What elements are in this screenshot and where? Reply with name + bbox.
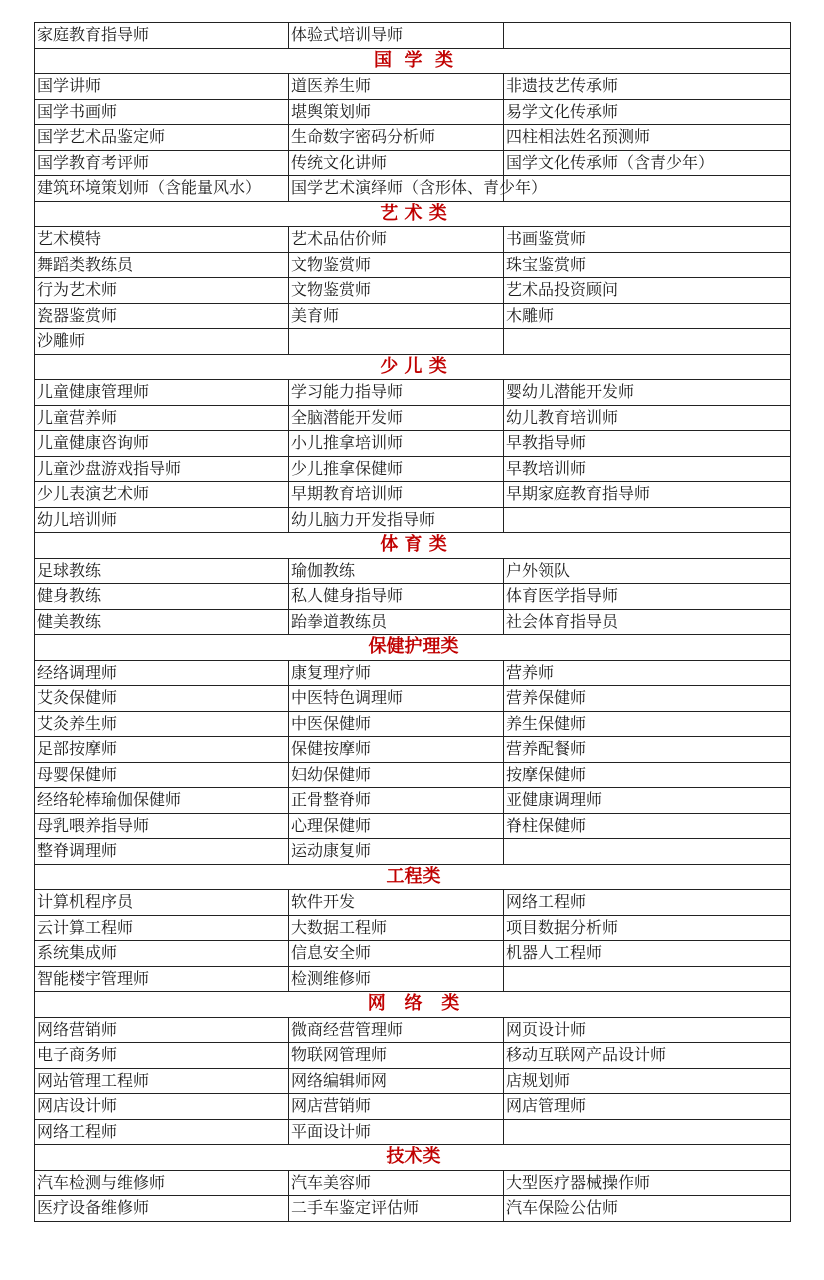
table-cell: 行为艺术师 [35,278,289,304]
table-cell: 信息安全师 [289,941,504,967]
table-cell: 汽车保险公估师 [504,1196,791,1222]
table-row [35,456,791,482]
table-cell: 非遗技艺传承师 [504,74,791,100]
table-cell: 木雕师 [504,303,791,329]
table-cell: 物联网管理师 [289,1043,504,1069]
table-cell: 心理保健师 [289,813,504,839]
table-row [35,380,791,406]
table-cell: 脊柱保健师 [504,813,791,839]
table-cell: 汽车美容师 [289,1170,504,1196]
table-cell: 生命数字密码分析师 [289,125,504,151]
section-title: 体 育 类 [35,533,791,559]
table-cell [504,329,791,355]
table-cell [504,966,791,992]
table-cell: 正骨整脊师 [289,788,504,814]
table-cell [504,23,791,49]
section-title: 保健护理类 [35,635,791,661]
table-row [35,278,791,304]
table-cell: 小儿推拿培训师 [289,431,504,457]
table-cell: 儿童营养师 [35,405,289,431]
section-header-row [35,864,791,890]
table-cell: 建筑环境策划师（含能量风水） [35,176,289,202]
table-row [35,941,791,967]
table-cell [504,1119,791,1145]
table-row [35,890,791,916]
table-cell: 儿童沙盘游戏指导师 [35,456,289,482]
table-cell: 沙雕师 [35,329,289,355]
table-cell: 母乳喂养指导师 [35,813,289,839]
table-cell: 文物鉴赏师 [289,252,504,278]
table-cell: 四柱相法姓名预测师 [504,125,791,151]
table-cell: 网店设计师 [35,1094,289,1120]
table-cell: 店规划师 [504,1068,791,1094]
table-row [35,74,791,100]
table-cell [504,839,791,865]
table-row [35,1119,791,1145]
table-row [35,1094,791,1120]
table-cell: 营养配餐师 [504,737,791,763]
table-cell: 国学教育考评师 [35,150,289,176]
table-row [35,1068,791,1094]
table-cell: 平面设计师 [289,1119,504,1145]
table-cell: 跆拳道教练员 [289,609,504,635]
table-row [35,507,791,533]
table-cell: 智能楼宇管理师 [35,966,289,992]
table-cell: 二手车鉴定评估师 [289,1196,504,1222]
table-cell: 体育医学指导师 [504,584,791,610]
table-row [35,584,791,610]
table-row [35,737,791,763]
table-cell: 早教培训师 [504,456,791,482]
table-row [35,329,791,355]
table-cell: 计算机程序员 [35,890,289,916]
table-row [35,609,791,635]
table-row [35,1017,791,1043]
table-cell: 国学文化传承师（含青少年） [504,150,791,176]
section-header-row [35,635,791,661]
table-row [35,405,791,431]
table-row [35,839,791,865]
table-cell: 儿童健康管理师 [35,380,289,406]
table-cell: 艺术品投资顾问 [504,278,791,304]
table-cell: 网络编辑师网 [289,1068,504,1094]
table-cell: 检测维修师 [289,966,504,992]
section-header-row [35,1145,791,1171]
table-cell: 早教指导师 [504,431,791,457]
table-row [35,23,791,49]
table-row [35,252,791,278]
table-cell: 早期教育培训师 [289,482,504,508]
table-cell: 少儿表演艺术师 [35,482,289,508]
table-cell: 云计算工程师 [35,915,289,941]
table-row [35,431,791,457]
table-cell: 汽车检测与维修师 [35,1170,289,1196]
table-cell: 美育师 [289,303,504,329]
table-cell: 网店营销师 [289,1094,504,1120]
table-cell: 幼儿教育培训师 [504,405,791,431]
table-cell: 道医养生师 [289,74,504,100]
table-row [35,711,791,737]
table-row [35,1170,791,1196]
table-cell: 社会体育指导员 [504,609,791,635]
table-cell: 艺术模特 [35,227,289,253]
table-row [35,125,791,151]
table-cell: 康复理疗师 [289,660,504,686]
table-cell: 户外领队 [504,558,791,584]
table-cell: 传统文化讲师 [289,150,504,176]
table-cell: 体验式培训导师 [289,23,504,49]
table-cell: 网页设计师 [504,1017,791,1043]
table-cell: 国学讲师 [35,74,289,100]
table-cell: 堪舆策划师 [289,99,504,125]
table-row [35,1196,791,1222]
section-title: 艺 术 类 [35,201,791,227]
table-cell: 中医保健师 [289,711,504,737]
table-cell: 大型医疗器械操作师 [504,1170,791,1196]
table-cell: 国学艺术演绎师（含形体、青少年） [289,176,504,202]
table-cell: 移动互联网产品设计师 [504,1043,791,1069]
table-row [35,915,791,941]
table-cell: 文物鉴赏师 [289,278,504,304]
section-header-row [35,48,791,74]
table-cell: 经络轮棒瑜伽保健师 [35,788,289,814]
table-cell: 母婴保健师 [35,762,289,788]
table-cell: 电子商务师 [35,1043,289,1069]
table-cell: 早期家庭教育指导师 [504,482,791,508]
table-cell: 艺术品估价师 [289,227,504,253]
table-row [35,762,791,788]
table-cell: 大数据工程师 [289,915,504,941]
table-cell: 私人健身指导师 [289,584,504,610]
table-cell: 微商经营管理师 [289,1017,504,1043]
table-row [35,788,791,814]
table-row [35,966,791,992]
table-cell: 经络调理师 [35,660,289,686]
table-cell: 易学文化传承师 [504,99,791,125]
table-row [35,99,791,125]
table-cell: 网络营销师 [35,1017,289,1043]
table-row [35,660,791,686]
table-cell: 医疗设备维修师 [35,1196,289,1222]
table-cell: 网站管理工程师 [35,1068,289,1094]
table-row [35,150,791,176]
section-header-row [35,533,791,559]
table-row [35,813,791,839]
table-cell: 舞蹈类教练员 [35,252,289,278]
table-cell: 养生保健师 [504,711,791,737]
table-cell: 瑜伽教练 [289,558,504,584]
table-row [35,558,791,584]
section-title: 工程类 [35,864,791,890]
section-title: 少 儿 类 [35,354,791,380]
table-cell: 家庭教育指导师 [35,23,289,49]
table-cell: 少儿推拿保健师 [289,456,504,482]
table-cell: 婴幼儿潜能开发师 [504,380,791,406]
table-cell: 网络工程师 [35,1119,289,1145]
table-cell: 足部按摩师 [35,737,289,763]
table-cell [504,507,791,533]
table-cell: 整脊调理师 [35,839,289,865]
table-cell: 妇幼保健师 [289,762,504,788]
table-cell: 营养师 [504,660,791,686]
table-cell: 网络工程师 [504,890,791,916]
table-cell: 亚健康调理师 [504,788,791,814]
table-row [35,303,791,329]
section-header-row [35,201,791,227]
section-title: 技术类 [35,1145,791,1171]
table-cell: 足球教练 [35,558,289,584]
table-cell: 健美教练 [35,609,289,635]
section-title: 网 络 类 [35,992,791,1018]
table-cell: 系统集成师 [35,941,289,967]
table-cell: 幼儿脑力开发指导师 [289,507,504,533]
table-cell: 学习能力指导师 [289,380,504,406]
table-cell: 儿童健康咨询师 [35,431,289,457]
occupation-table-body [35,23,791,1222]
table-row [35,176,791,202]
table-row [35,482,791,508]
table-cell: 机器人工程师 [504,941,791,967]
table-cell: 艾灸养生师 [35,711,289,737]
table-cell: 艾灸保健师 [35,686,289,712]
table-row [35,686,791,712]
table-cell: 保健按摩师 [289,737,504,763]
table-cell: 幼儿培训师 [35,507,289,533]
table-cell: 健身教练 [35,584,289,610]
table-cell [289,329,504,355]
table-cell: 瓷器鉴赏师 [35,303,289,329]
section-title: 国 学 类 [35,48,791,74]
table-row [35,227,791,253]
section-header-row [35,992,791,1018]
table-cell: 国学书画师 [35,99,289,125]
table-cell: 营养保健师 [504,686,791,712]
table-cell: 软件开发 [289,890,504,916]
table-cell: 按摩保健师 [504,762,791,788]
section-header-row [35,354,791,380]
occupation-table [34,22,791,1222]
table-cell: 运动康复师 [289,839,504,865]
table-cell: 全脑潜能开发师 [289,405,504,431]
table-cell: 书画鉴赏师 [504,227,791,253]
table-cell: 项目数据分析师 [504,915,791,941]
table-cell: 中医特色调理师 [289,686,504,712]
table-cell: 国学艺术品鉴定师 [35,125,289,151]
table-cell: 珠宝鉴赏师 [504,252,791,278]
table-row [35,1043,791,1069]
table-cell: 网店管理师 [504,1094,791,1120]
